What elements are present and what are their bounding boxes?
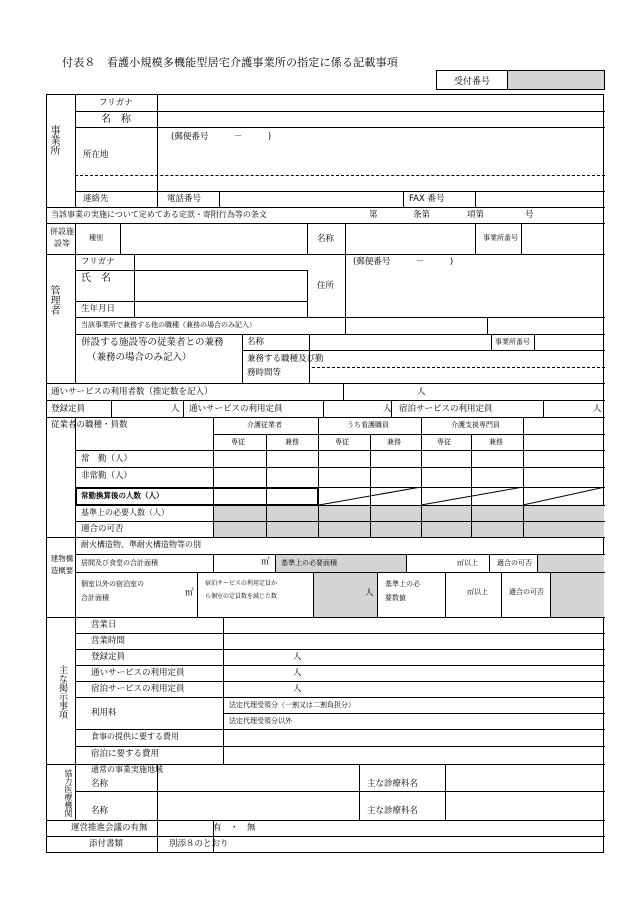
diagonal-strikes xyxy=(319,487,605,505)
manager-cname-label: 名称 xyxy=(247,337,265,347)
manager-dob-label: 生年月日 xyxy=(81,304,116,314)
day-users-label: 通いサービスの利用者数（推定数を記入） xyxy=(51,387,213,397)
col-part-1: 兼務 xyxy=(285,438,299,446)
registered-capacity-unit: 人 xyxy=(171,404,180,414)
staff-row-compliance: 適合の可否 xyxy=(81,524,124,534)
combined-name-label: 名称 xyxy=(317,234,335,244)
gray-area-2 xyxy=(537,554,604,572)
manager-concurrent-label-2: （兼務の場合のみ記入） xyxy=(87,352,192,363)
col-full-1: 専従 xyxy=(231,438,245,446)
notice-section-label: 主な掲示事項 xyxy=(57,665,67,719)
council-value[interactable]: 有 ・ 無 xyxy=(213,823,256,833)
office-contact-label: 連絡先 xyxy=(83,194,109,204)
medical-dept-label-1: 主な診療科名 xyxy=(367,779,419,789)
gray-area-4 xyxy=(550,572,604,617)
required-value-label-2: 要数値 xyxy=(385,594,406,602)
stay-minus-label-2: ら個室の定員数を減じた数 xyxy=(205,593,278,600)
manager-section-label: 管理者 xyxy=(48,285,59,315)
notice-stay-cost: 宿泊に要する費用 xyxy=(91,749,160,759)
combined-type-label: 種別 xyxy=(89,234,103,242)
manager-coffice-no-label: 事業所番号 xyxy=(495,338,530,346)
living-area-unit: ㎡ xyxy=(261,557,270,567)
notice-fee: 利用料 xyxy=(91,708,117,718)
day-capacity-label: 通いサービスの利用定員 xyxy=(189,404,283,414)
col-care-manager: 介護支援専門員 xyxy=(451,421,500,429)
col-nurse: うち看護職員 xyxy=(347,421,389,429)
receipt-number-label: 受付番号 xyxy=(437,71,508,89)
attachment-label: 添付書類 xyxy=(89,839,124,849)
fee-non-proxy-label: 法定代理受領分以外 xyxy=(229,717,292,725)
required-area-unit: ㎡以上 xyxy=(457,559,478,567)
articles-jo: 条第 xyxy=(413,210,431,220)
office-fax-label: FAX 番号 xyxy=(409,194,445,204)
notice-registered-unit: 人 xyxy=(293,652,302,662)
col-part-3: 兼務 xyxy=(489,438,503,446)
notice-day-capacity: 通いサービスの利用定員 xyxy=(91,668,185,678)
articles-kou: 項第 xyxy=(467,210,485,220)
office-address-label: 所在地 xyxy=(83,150,109,160)
registered-capacity-label: 登録定員 xyxy=(51,404,86,414)
notice-registered-capacity: 登録定員 xyxy=(91,652,126,662)
manager-cduty-label-2: 務時間等 xyxy=(247,368,282,378)
notice-stay-capacity: 宿泊サービスの利用定員 xyxy=(91,684,185,694)
room-area-label-1: 個室以外の宿泊室の xyxy=(81,580,144,588)
stay-capacity-unit: 人 xyxy=(593,404,602,414)
stay-minus-label-1: 宿泊サービスの利用定員か xyxy=(205,580,278,587)
combined-office-no-label: 事業所番号 xyxy=(483,234,518,242)
notice-service-area: 通常の事業実施地域 xyxy=(91,765,163,774)
staff-row-parttime: 非常勤（人） xyxy=(81,471,133,481)
room-area-unit: ㎡ xyxy=(185,588,194,598)
stay-capacity-label: 宿泊サービスの利用定員 xyxy=(399,404,493,414)
manager-furigana-label: フリガナ xyxy=(81,257,115,267)
attachment-value: 別添８のとおり xyxy=(169,839,229,849)
notice-business-days: 営業日 xyxy=(91,620,117,630)
notice-business-hours: 営業時間 xyxy=(91,636,126,646)
fee-proxy-label: 法定代理受領分（一割又は二割負担分） xyxy=(229,701,355,709)
notice-day-unit: 人 xyxy=(293,668,302,678)
staff-row-required: 基準上の必要人数（人） xyxy=(81,508,169,517)
staff-row-fulltime: 常 勤（人） xyxy=(81,454,133,464)
office-phone-label: 電話番号 xyxy=(167,194,202,204)
office-furigana-label: フリガナ xyxy=(99,98,133,108)
combined-section-label: 併設施設等 xyxy=(50,227,74,248)
medical-section-label: 協力医療機関 xyxy=(64,769,73,817)
receipt-number-field[interactable] xyxy=(508,71,604,89)
medical-name-label-2: 名称 xyxy=(91,806,109,816)
office-section-label: 事業所 xyxy=(48,125,59,155)
staff-row-fte: 常勤換算後の人数（人） xyxy=(81,491,164,500)
medical-name-label-1: 名称 xyxy=(91,779,109,789)
required-value-label-1: 基準上の必 xyxy=(385,580,420,588)
manager-postal: (郵便番号 － ) xyxy=(353,257,454,267)
required-value-unit: ㎡以上 xyxy=(467,588,488,596)
living-area-label: 居間及び食堂の合計面積 xyxy=(81,559,158,567)
manager-cduty-label-1: 兼務する職種及び勤 xyxy=(247,354,324,364)
col-caregiver: 介護従業者 xyxy=(247,421,282,429)
required-area-label: 基準上の必要面積 xyxy=(281,559,337,567)
application-form xyxy=(46,94,604,853)
col-full-3: 専従 xyxy=(437,438,451,446)
fire-structure-label: 耐火構造物、準耐火構造物等の別 xyxy=(81,540,201,549)
staff-label: 従業者の職種・員数 xyxy=(51,420,128,430)
manager-address-label: 住所 xyxy=(317,281,335,291)
receipt-number-box xyxy=(436,70,605,90)
manager-other-duty-label: 当該事業所で兼務する他の職種（兼務の場合のみ記入） xyxy=(81,321,256,329)
stay-minus-unit: 人 xyxy=(365,588,374,598)
council-label: 運営推進会議の有無 xyxy=(71,823,148,833)
articles-gou: 号 xyxy=(525,210,534,220)
day-capacity-unit: 人 xyxy=(383,404,392,414)
office-postal: (郵便番号 － ) xyxy=(171,132,272,142)
notice-stay-unit: 人 xyxy=(293,684,302,694)
articles-label: 当該事業の実施について定めてある定款・寄附行為等の条文 xyxy=(51,210,267,219)
room-area-label-2: 合計面積 xyxy=(81,594,109,602)
manager-name-label: 氏 名 xyxy=(81,273,111,284)
col-part-2: 兼務 xyxy=(387,438,401,446)
manager-concurrent-label-1: 併設する施設等の従業者との兼務 xyxy=(81,337,224,348)
notice-meal-cost: 食事の提供に要する費用 xyxy=(91,732,179,741)
col-full-2: 専従 xyxy=(335,438,349,446)
office-name-label: 名 称 xyxy=(101,114,131,125)
form-title: 付表８ 看護小規模多機能型居宅介護事業所の指定に係る記載事項 xyxy=(62,56,398,69)
medical-dept-label-2: 主な診療科名 xyxy=(367,806,419,816)
articles-dai: 第 xyxy=(369,210,378,220)
day-users-unit: 人 xyxy=(417,387,426,397)
building-section-label: 建物構造概要 xyxy=(50,554,74,575)
room-compliance-label: 適合の可否 xyxy=(509,588,544,596)
area-compliance-label: 適合の可否 xyxy=(497,559,532,567)
